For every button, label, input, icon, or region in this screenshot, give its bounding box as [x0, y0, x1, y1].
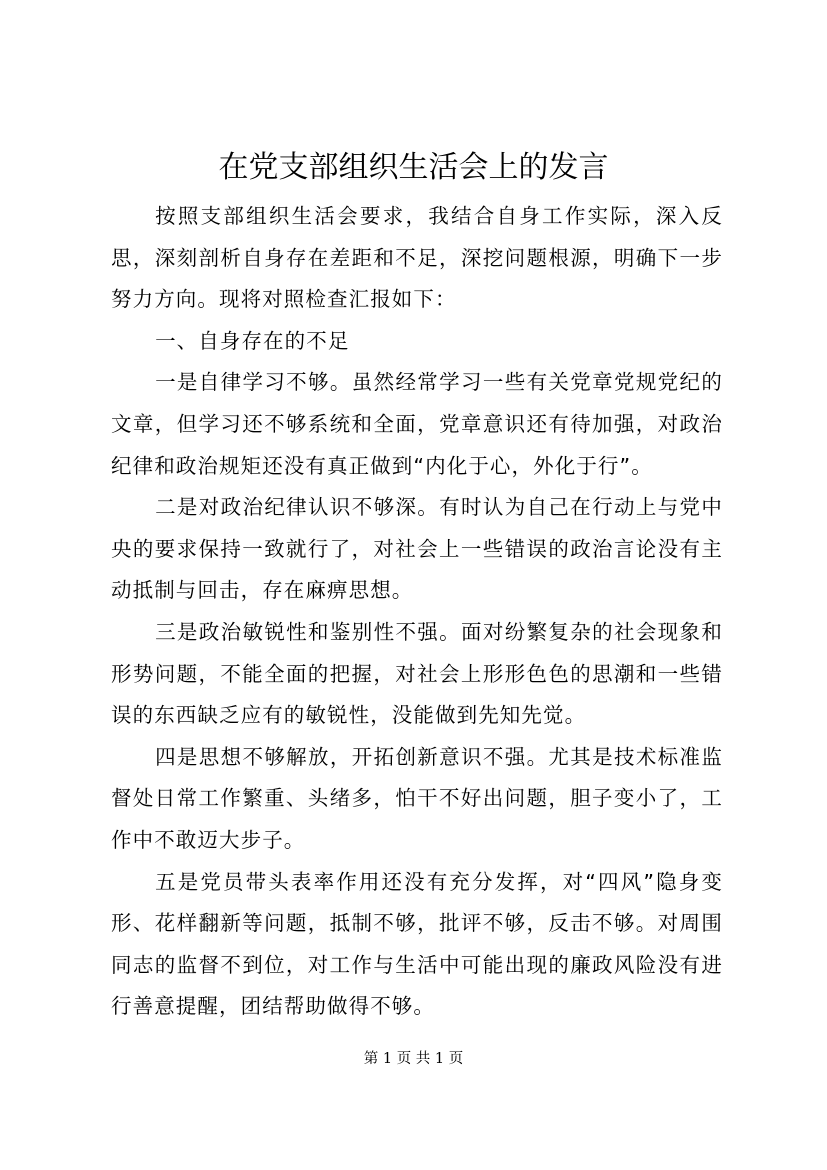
document-body	[111, 196, 723, 1028]
paragraph-point-2: 二是对政治纪律认识不够深。有时认为自己在行动上与党中央的要求保持一致就行了，对社会上一些错误的政治言论没有主动抵制与回击，存在麻痹思想。	[111, 495, 723, 603]
paragraph-point-4: 四是思想不够解放，开拓创新意识不强。尤其是技术标准监督处日常工作繁重、头绪多，怕干不好出问题，胆子变小了，工作中不敢迈大步子。	[111, 744, 723, 852]
paragraph-point-5: 五是党员带头表率作用还没有充分发挥，对“四风”隐身变形、花样翻新等问题，抵制不够，批评不够，反击不够。对周围同志的监督不到位，对工作与生活中可能出现的廉政风险没有进行善意提醒，团结帮助做得不够。	[111, 869, 723, 1019]
paragraph-intro: 按照支部组织生活会要求，我结合自身工作实际，深入反思，深刻剖析自身存在差距和不足，深挖问题根源，明确下一步努力方向。现将对照检查汇报如下：	[111, 204, 723, 312]
paragraph-point-3: 三是政治敏锐性和鉴别性不强。面对纷繁复杂的社会现象和形势问题，不能全面的把握，对社会上形形色色的思潮和一些错误的东西缺乏应有的敏锐性，没能做到先知先觉。	[111, 619, 723, 728]
page-footer: 第 1 页 共 1 页	[363, 1051, 464, 1067]
section-heading: 一、自身存在的不足	[155, 328, 350, 353]
paragraph-point-1: 一是自律学习不够。虽然经常学习一些有关党章党规党纪的文章，但学习还不够系统和全面，党章意识还有待加强，对政治纪律和政治规矩还没有真正做到“内化于心，外化于行”。	[111, 370, 723, 478]
document-title: 在党支部组织生活会上的发言	[218, 150, 609, 185]
